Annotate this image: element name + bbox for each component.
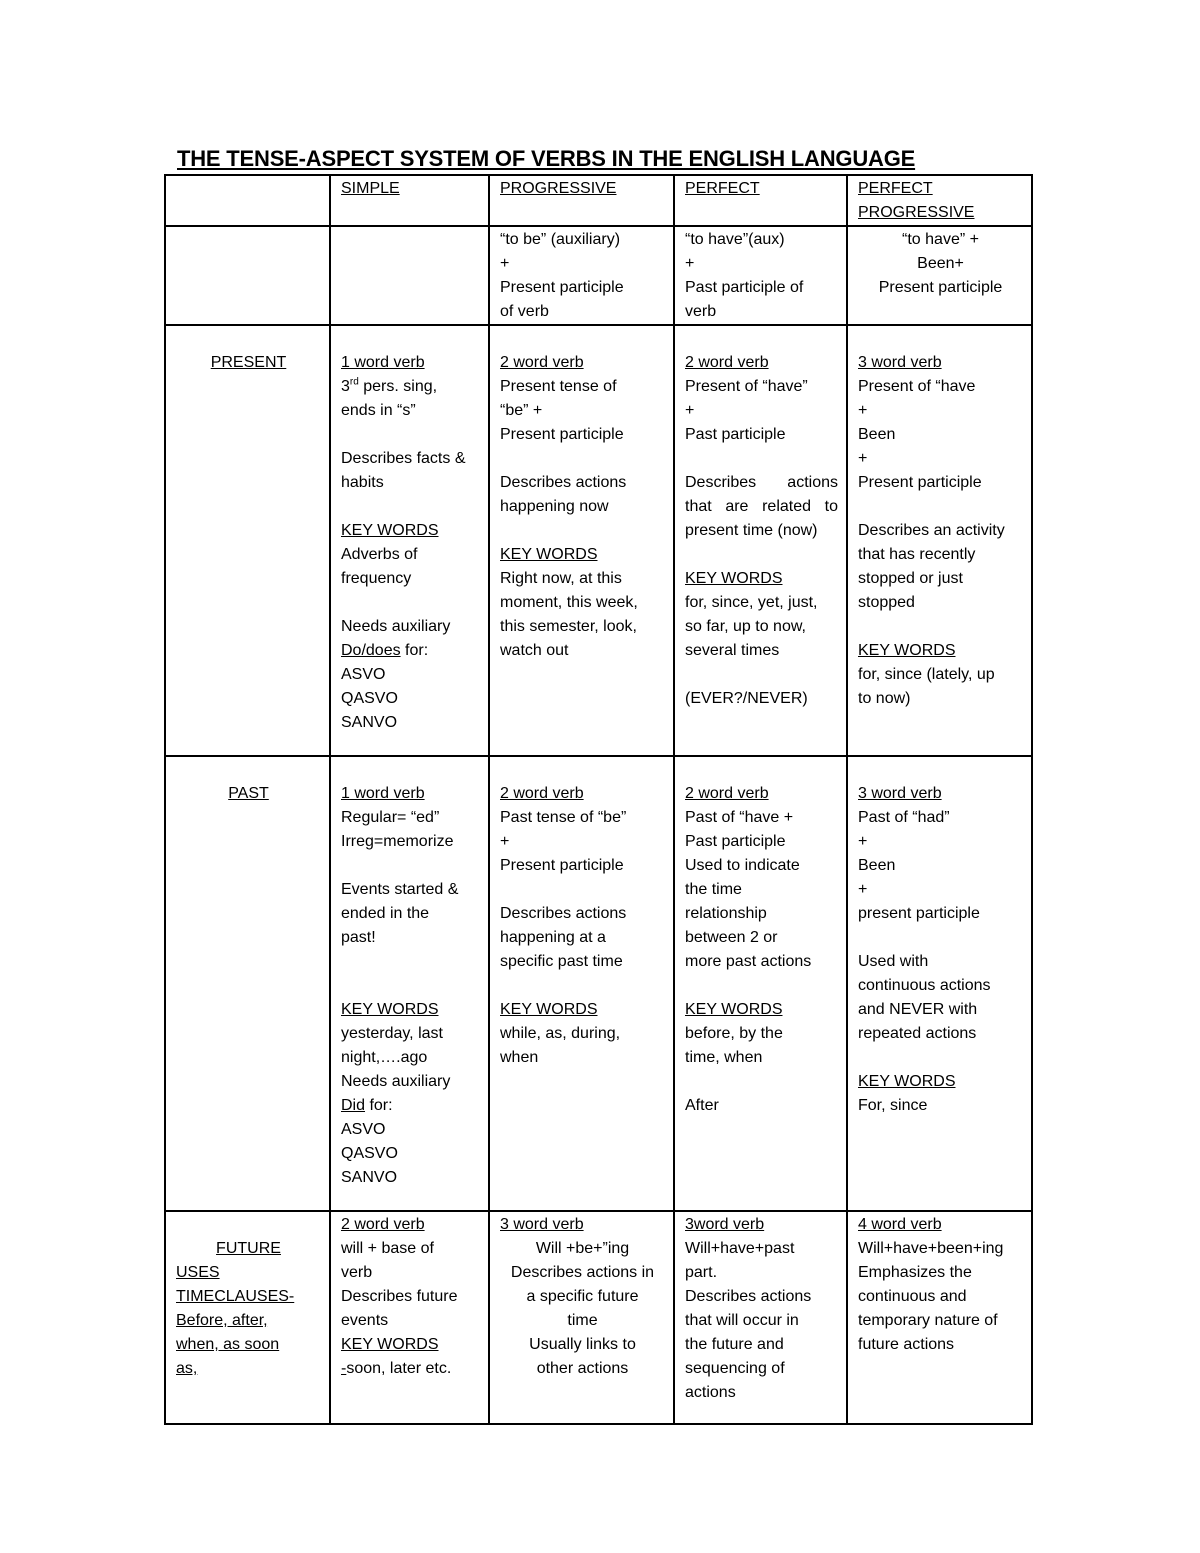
future-label: FUTURE USES TIMECLAUSES- Before, after, when, as soon as, — [165, 1211, 330, 1424]
present-row — [165, 325, 1032, 756]
form-row — [165, 226, 1032, 325]
future-perfect-cell: 3word verb Will+have+past part. Describes actions that will occur in the future and sequencing of actions — [674, 1211, 847, 1424]
past-progressive-cell: 2 word verb Past tense of “be” + Present participle Describes actions happening at a specific past time KEY WORDS while, as, during, when — [489, 756, 674, 1211]
tense-table — [164, 174, 1033, 1425]
future-progressive-cell: 3 word verb Will +be+”ing Describes actions in a specific future time Usually links to other actions — [489, 1211, 674, 1424]
present-simple-cell: 1 word verb 3rd pers. sing, ends in “s” Describes facts & habits KEY WORDS Adverbs of frequency Needs auxiliary Do/does for: ASVO QASVO SANVO — [330, 325, 489, 756]
form-label-cell — [165, 226, 330, 325]
future-simple-cell: 2 word verb will + base of verb Describes future events KEY WORDS -soon, later etc. — [330, 1211, 489, 1424]
header-perfect-progressive: PERFECT PROGRESSIVE — [847, 175, 1032, 226]
form-perfect-progressive-cell: “to have” + Been+ Present participle — [847, 226, 1032, 325]
past-perfect-cell: 2 word verb Past of “have + Past participle Used to indicate the time relationship between 2 or more past actions KEY WORDS before, by the time, when After — [674, 756, 847, 1211]
past-label: PAST — [165, 756, 330, 1211]
past-perfect-progressive-cell: 3 word verb Past of “had” + Been + present participle Used with continuous actions and NEVER with repeated actions KEY WORDS For, since — [847, 756, 1032, 1211]
form-progressive-cell: “to be” (auxiliary) + Present participle of verb — [489, 226, 674, 325]
future-perfect-progressive-cell: 4 word verb Will+have+been+ing Emphasizes the continuous and temporary nature of future actions — [847, 1211, 1032, 1424]
present-perfect-progressive-cell: 3 word verb Present of “have + Been + Present participle Describes an activity that has recently stopped or just stopped KEY WORDS for, since (lately, up to now) — [847, 325, 1032, 756]
form-simple-cell — [330, 226, 489, 325]
present-label: PRESENT — [165, 325, 330, 756]
past-simple-cell: 1 word verb Regular= “ed” Irreg=memorize Events started & ended in the past! KEY WORDS yesterday, last night,….ago Needs auxiliary Did for: ASVO QASVO SANVO — [330, 756, 489, 1211]
page-title: THE TENSE-ASPECT SYSTEM OF VERBS IN THE ENGLISH LANGUAGE — [177, 146, 916, 171]
header-row — [165, 175, 1032, 226]
form-perfect-cell: “to have”(aux) + Past participle of verb — [674, 226, 847, 325]
header-perfect: PERFECT — [674, 175, 847, 226]
header-simple: SIMPLE — [330, 175, 489, 226]
header-progressive: PROGRESSIVE — [489, 175, 674, 226]
present-progressive-cell: 2 word verb Present tense of “be” + Present participle Describes actions happening now KEY WORDS Right now, at this moment, this week, this semester, look, watch out — [489, 325, 674, 756]
future-row — [165, 1211, 1032, 1424]
past-row — [165, 756, 1032, 1211]
corner-cell — [165, 175, 330, 226]
present-perfect-cell: 2 word verb Present of “have” + Past participle Describes actions that are related to present time (now) KEY WORDS for, since, yet, just, so far, up to now, several times (EVER?/NEVER) — [674, 325, 847, 756]
